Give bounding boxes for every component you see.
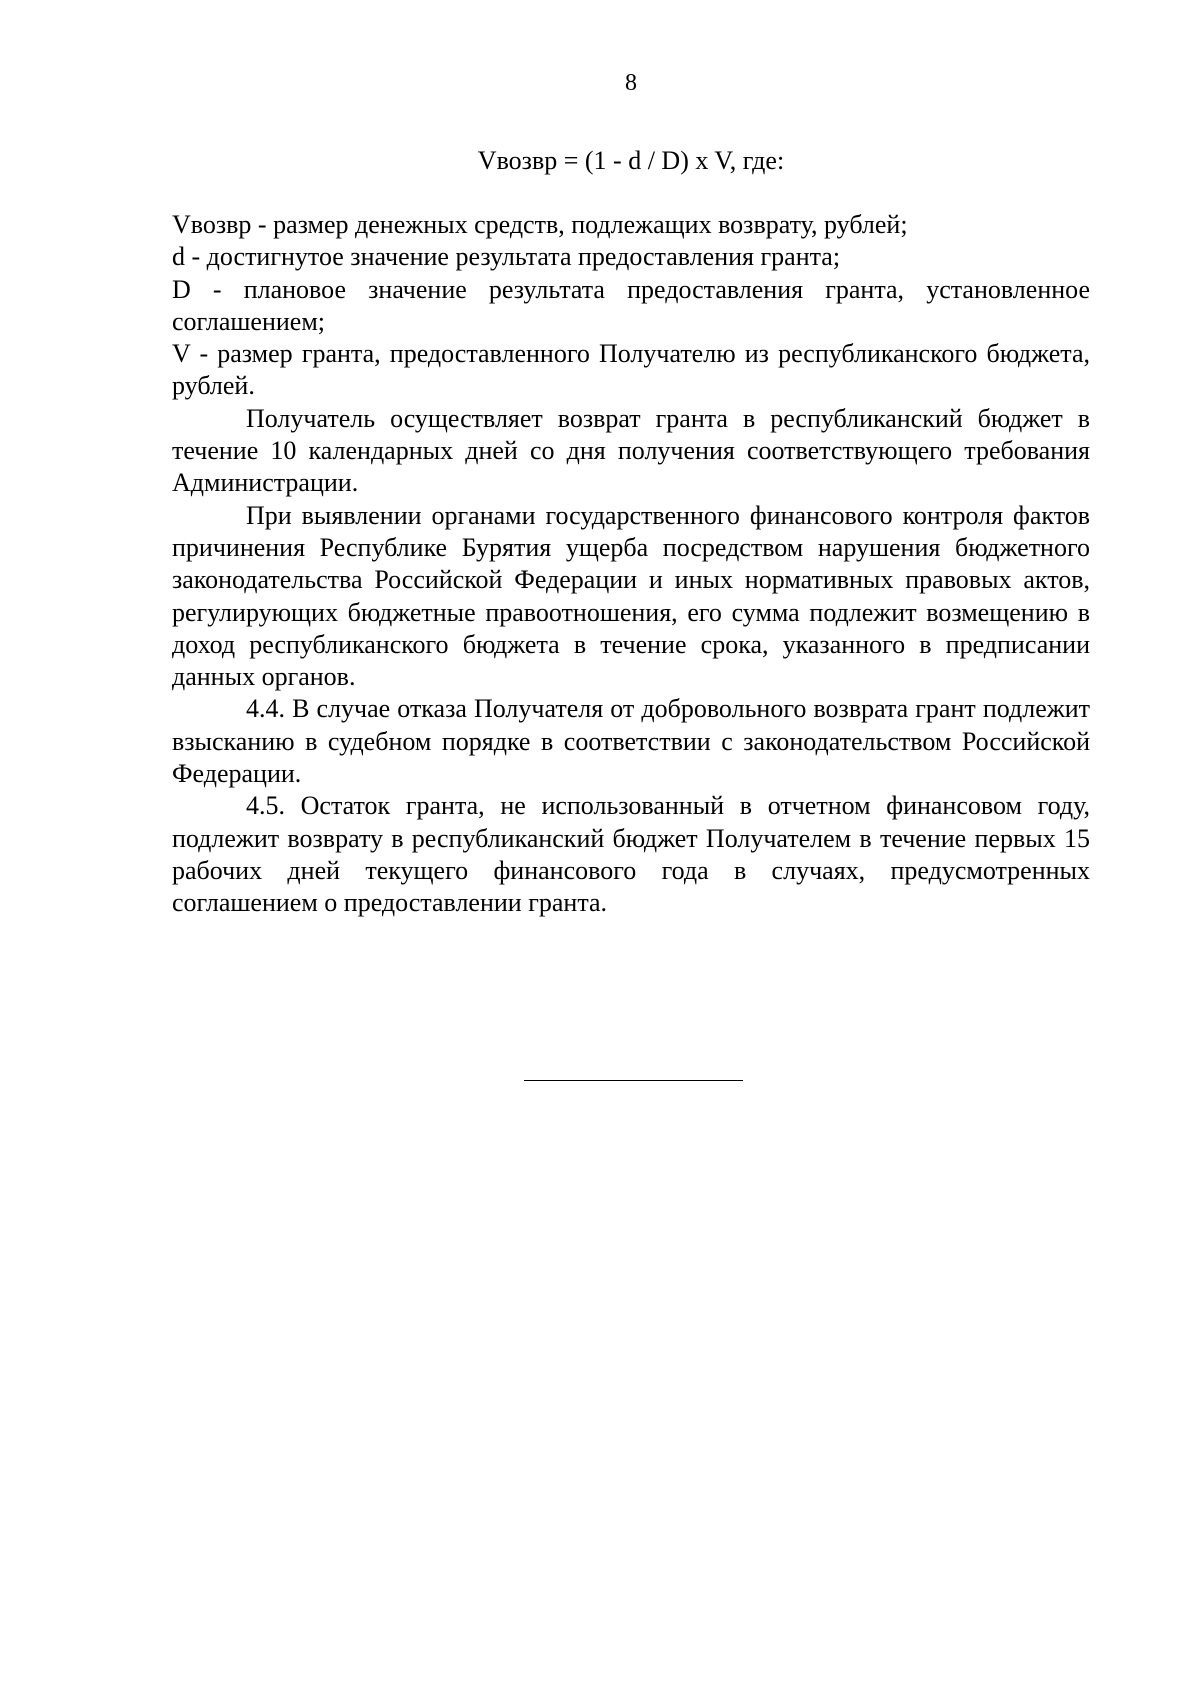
document-body xyxy=(172,209,1090,920)
paragraph-financial-control: При выявлении органами государственного финансового контроля фактов причинения Республике Бурятия ущерба посредством нарушения бюджетного законодательства Российской Федерации и иных нормативных правовых актов, регулирующих бюджетные правоотношения, его сумма подлежит возмещению в доход республиканского бюджета в течение срока, указанного в предписании данных органов. xyxy=(172,500,1090,692)
definition-d-achieved: d - достигнутое значение результата предоставления гранта; xyxy=(172,242,841,272)
definition-d-planned: D - плановое значение результата предоставления гранта, установленное соглашением; xyxy=(172,274,1090,336)
definition-v-grant: V - размер гранта, предоставленного Получателю из республиканского бюджета, рублей. xyxy=(172,339,1090,401)
formula: Vвозвр = (1 - d / D) x V, где: xyxy=(477,146,785,175)
end-divider xyxy=(524,1080,743,1081)
paragraph-4-5: 4.5. Остаток гранта, не использованный в отчетном финансовом году, подлежит возврату в республиканский бюджет Получателем в течение первых 15 рабочих дней текущего финансового года в случаях, предусмотренных соглашением о предоставлении гранта. xyxy=(172,791,1090,918)
definition-v-return: Vвозвр - размер денежных средств, подлежащих возврату, рублей; xyxy=(172,210,908,239)
paragraph-4-4: 4.4. В случае отказа Получателя от добровольного возврата грант подлежит взысканию в судебном порядке в соответствии с законодательством Российской Федерации. xyxy=(172,694,1090,789)
page-number: 8 xyxy=(625,70,637,96)
paragraph-grant-return: Получатель осуществляет возврат гранта в республиканский бюджет в течение 10 календарных дней со дня получения соответствующего требования Администрации. xyxy=(172,403,1090,498)
